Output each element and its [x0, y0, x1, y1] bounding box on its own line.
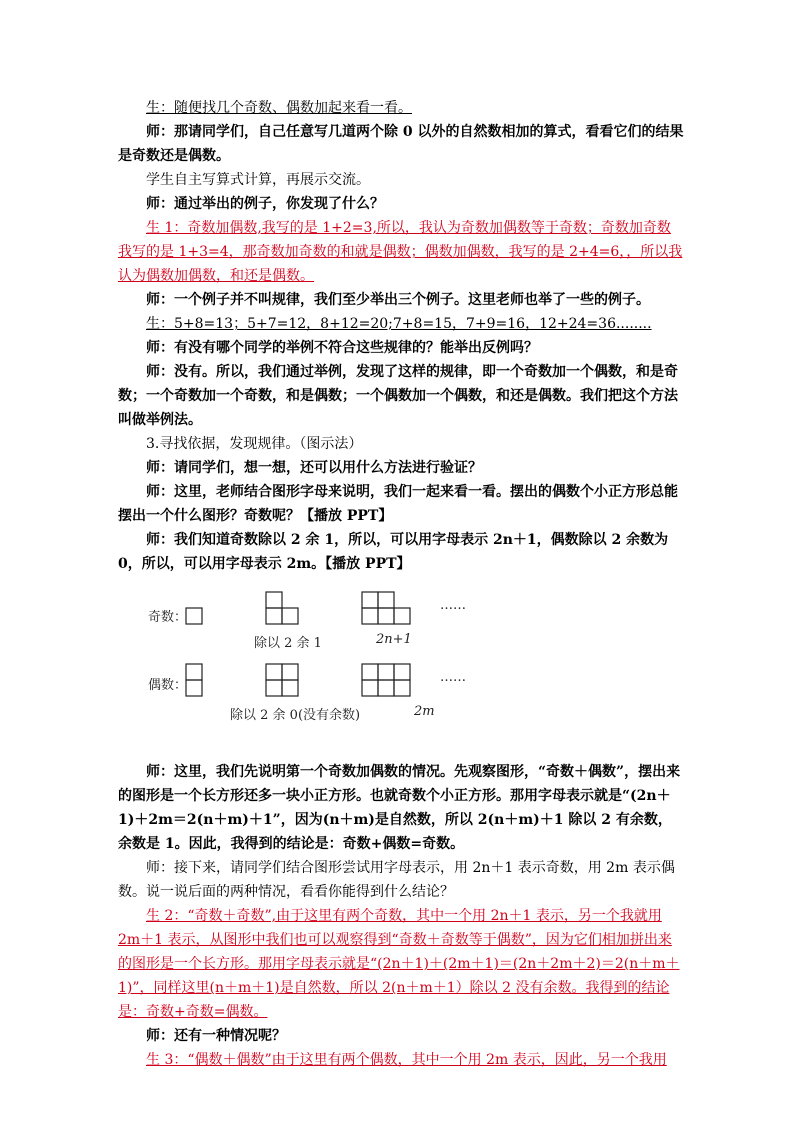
paragraph-student-prompt: 生：随便找几个奇数、偶数加起来看一看。	[146, 100, 412, 116]
odd-square-1	[186, 608, 202, 624]
even-square-4	[266, 664, 282, 680]
paragraph-teacher-examples: 师：一个例子并不叫规律，我们至少举出三个例子。这里老师也举了一些的例子。	[146, 292, 650, 308]
paragraph-teacher-another-case: 师：还有一种情况呢？	[146, 1028, 286, 1044]
paragraph-teacher-task: 师：那请同学们，自己任意写几道两个除 0 以外的自然数相加的算式，看看它们的结果是奇数还是偶数。	[118, 124, 684, 164]
even-caption-remainder: 除以 2 余 0(没有余数)	[230, 708, 361, 723]
odd-caption-remainder: 除以 2 余 1	[254, 636, 322, 651]
paragraph-student-activity: 学生自主写算式计算，再展示交流。	[146, 172, 370, 188]
square-diagram	[118, 582, 684, 754]
even-square-2	[186, 664, 202, 680]
odd-square-3-top	[266, 592, 282, 608]
even-caption-formula: 2m	[414, 704, 435, 719]
even-square-6	[362, 664, 378, 680]
paragraph-teacher-figure-intro: 师：这里，老师结合图形字母来说明，我们一起来看一看。摆出的偶数个小正方形总能摆出一个什么图形？奇数呢？【播放 PPT】	[118, 484, 678, 524]
paragraph-teacher-formula: 师：我们知道奇数除以 2 余 1，所以，可以用字母表示 2n＋1，偶数除以 2 余数为 0，所以，可以用字母表示 2m。【播放 PPT】	[118, 532, 669, 572]
paragraph-teacher-counterexample: 师：有没有哪个同学的举例不符合这些规律的？能举出反例吗？	[146, 340, 538, 356]
odd-caption-formula: 2n+1	[376, 632, 412, 647]
paragraph-teacher-verify: 师：请同学们，想一想，还可以用什么方法进行验证？	[146, 460, 482, 476]
paragraph-student-1-answer: 生 1：奇数加偶数,我写的是 1+2=3,所以，我认为奇数加偶数等于奇数；奇数加奇数我写的是 1+3=4，那奇数加奇数的和就是偶数；偶数加偶数，我写的是 2+4=6，，所以我认为偶数加偶数，和还是偶数。	[118, 220, 683, 284]
odd-label: 奇数：	[148, 610, 188, 625]
paragraph-teacher-odd-plus-even: 师：这里，我们先说明第一个奇数加偶数的情况。先观察图形，“奇数＋偶数”，摆出来的图形是一个长方形还多一块小正方形。也就奇数个小正方形。那用字母表示就是“(2n＋1)＋2m＝2(n＋m)＋1”，因为(n＋m)是自然数，所以 2(n＋m)＋1 除以 2 有余数，余数是 1。因此，我得到的结论是：奇数+偶数=奇数。	[118, 764, 681, 852]
odd-ellipsis: ……	[440, 598, 466, 613]
paragraph-student-2-answer: 生 2：“奇数＋奇数”,由于这里有两个奇数，其中一个用 2n＋1 表示，另一个我就用2m＋1 表示，从图形中我们也可以观察得到“奇数＋奇数等于偶数”，因为它们相加拼出来的图形是一个长方形。那用字母表示就是“(2n＋1)＋(2m＋1)＝(2n＋2m＋2)＝2(n＋m＋1)”，同样这里(n＋m＋1)是自然数，所以 2(n＋m＋1）除以 2 没有余数。我得到的结论是：奇数+奇数=偶数。	[118, 908, 680, 1020]
even-label: 偶数：	[148, 678, 188, 693]
document-page	[118, 96, 684, 1072]
paragraph-teacher-next-task: 师：接下来，请同学们结合图形尝试用字母表示，用 2n＋1 表示奇数，用 2m 表示偶数。说一说后面的两种情况，看看你能得到什么结论？	[118, 860, 675, 900]
paragraph-student-3-answer: 生 3：“偶数＋偶数”由于这里有两个偶数，其中一个用 2m 表示，因此，另一个我用	[146, 1052, 667, 1068]
paragraph-teacher-question: 师：通过举出的例子，你发现了什么？	[146, 196, 384, 212]
even-ellipsis: ……	[440, 670, 466, 685]
odd-square-5	[362, 592, 378, 608]
paragraph-teacher-conclusion: 师：没有。所以，我们通过举例，发现了这样的规律，即一个奇数加一个偶数，和是奇数；一个奇数加一个奇数，和是偶数；一个偶数加一个偶数，和还是偶数。我们把这个方法叫做举例法。	[118, 364, 678, 428]
paragraph-student-examples: 生：5+8=13；5+7=12，8+12=20;7+8=15，7+9=16，12+24=36........	[146, 316, 652, 332]
square-arrangement-figure	[118, 582, 684, 754]
paragraph-section-heading: 3.寻找依据，发现规律。（图示法）	[146, 436, 363, 452]
